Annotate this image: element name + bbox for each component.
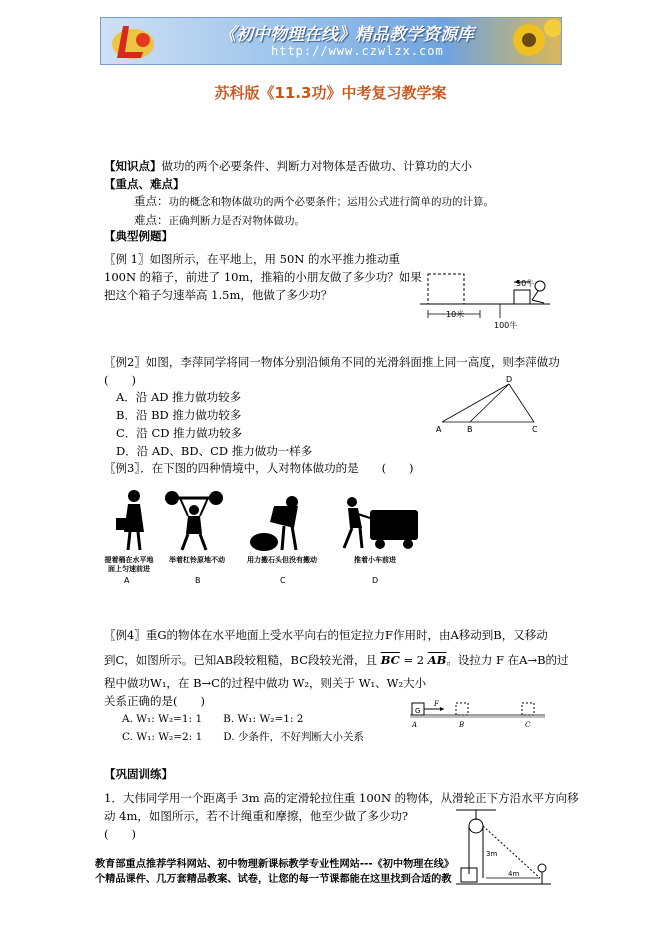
fig4-label-b: B [459, 721, 465, 729]
fig-label-c: C [532, 425, 538, 434]
figure-c-lifting-stone [250, 496, 298, 551]
practice-line: 1．大伟同学用一个距离手 3m 高的定滑轮拉住重 100N 的物体，从滑轮正下方沿水平方向移 [104, 791, 579, 805]
vector-bc: $\overline{BC}$ [380, 653, 400, 667]
knowledge-text: 做功的两个必要条件、判断力对物体是否做功、计算功的大小 [161, 159, 472, 173]
examples-label: 【典型例题】 [104, 229, 173, 243]
difficult-label: 难点： [134, 213, 169, 227]
practice-line: 动 4m，如图所示，若不计绳重和摩擦，他至少做了多少功? [104, 809, 409, 823]
fig4-label-c: C [525, 721, 531, 729]
sunflower-decoration [483, 18, 562, 65]
document-title: 苏科版《11.3功》中考复习教学案 [214, 84, 447, 102]
key-text: 功的概念和物体做功的两个必要条件；运用公式进行简单的功的计算。 [168, 196, 494, 208]
example2-option: A．沿 AD 推力做功较多 [116, 390, 242, 404]
example1-line: 把这个箱子匀速举高 1.5m，他做了多少功？ [104, 288, 333, 302]
banner-title: 《初中物理在线》精品教学资源库 [219, 25, 474, 45]
footer [95, 857, 454, 887]
practice-label: 【巩固训练】 [104, 767, 173, 781]
example2-incline-figure [434, 376, 554, 436]
fig4-label-a: A [412, 721, 418, 729]
example4-text: 到C，如图所示。已知AB段较粗糙，BC段较光滑，且 [104, 653, 378, 667]
practice-line: ( ) [104, 827, 136, 841]
example4-figure [410, 695, 550, 735]
caption-d: 推着小车前进 [354, 556, 396, 564]
difficult-text: 正确判断力是否对物体做功。 [168, 215, 305, 227]
header-banner [100, 17, 562, 65]
example4-line [104, 652, 569, 669]
practice-pulley-figure [456, 806, 556, 896]
example4-line: 程中做功W₁，在 B→C的过程中做功 W₂，则关于 W₁、W₂大小 [104, 676, 427, 690]
example1-figure [420, 270, 560, 332]
figure-a-person-carrying-bucket [116, 490, 144, 550]
example4-options: A. W₁: W₂=1: 1 B. W₁: W₂=1: 2 [122, 713, 304, 725]
example4-line: 〖例4〗重G的物体在水平地面上受水平向右的恒定拉力F作用时，由A移动到B，又移动 [104, 628, 548, 642]
fig-force-label: 50牛 [516, 279, 535, 288]
fig4-label-g: G [415, 707, 421, 715]
example2-option: B．沿 BD 推力做功较多 [116, 408, 242, 422]
example1-line: 100N 的箱子，前进了 10m，推箱的小朋友做了多少功？如果 [104, 270, 422, 284]
caption-b: 举着杠铃原地不动 [169, 556, 225, 564]
fig-label-a: A [436, 425, 442, 434]
fig-height-label: 3m [486, 850, 498, 858]
equals-two: = 2 [403, 653, 425, 667]
fig4-label-f: F [434, 700, 439, 708]
caption-c: 用力搬石头但没有搬动 [247, 556, 317, 564]
caption-a-line: 提着桶在水平地 [104, 556, 154, 564]
fig-distance-label: 10米 [446, 310, 465, 319]
vector-ab: $\overline{AB}$ [427, 653, 447, 667]
example2-option: C．沿 CD 推力做功较多 [116, 426, 243, 440]
example2-option: D．沿 AD、BD、CD 推力做功一样多 [116, 444, 313, 458]
example3-line: 〖例3〗．在下图的四种情境中，人对物体做功的是 ( ) [104, 461, 414, 475]
fig-weight-label: 100牛 [494, 321, 518, 330]
letter-b: B [195, 576, 201, 585]
footer-line: 教育部重点推荐学科网站、初中物理新课标教学专业性网站---《初中物理在线》 [95, 859, 455, 870]
caption-a-line: 面上匀速前进 [108, 565, 150, 573]
key-point-line [134, 193, 494, 211]
example4-options: C. W₁: W₂=2: 1 D. 少条件，不好判断大小关系 [122, 731, 364, 743]
fig-label-b: B [467, 425, 473, 434]
knowledge-section [104, 158, 472, 175]
example4-text: 。设拉力 F 在A→B的过 [446, 653, 569, 667]
key-label: 重点： [134, 194, 169, 208]
figure-b-weightlifter [165, 491, 223, 550]
fig-width-label: 4m [508, 870, 520, 878]
key-points-label: 【重点、难点】 [104, 177, 185, 191]
example1-line: 〖例 1〗如图所示，在平地上，用 50N 的水平推力推动重 [104, 252, 400, 266]
banner-url[interactable]: http://www.czwlzx.com [271, 44, 444, 58]
letter-d: D [372, 576, 379, 585]
example2-line: 〖例2〗如图，李萍同学将同一物体分别沿倾角不同的光滑斜面推上同一高度，则李萍做功 [104, 355, 560, 369]
figure-d-pushing-cart [344, 497, 418, 549]
letter-c: C [280, 576, 286, 585]
example2-line: ( ) [104, 373, 136, 387]
knowledge-label: 【知识点】 [104, 159, 162, 173]
fig-label-d: D [506, 375, 513, 384]
footer-line: 个精品课件、几万套精品教案、试卷，让您的每一节课都能在这里找到合适的教 [95, 874, 452, 885]
letter-a: A [124, 576, 130, 585]
example4-line: 关系正确的是( ) [104, 694, 205, 708]
caption-a [104, 556, 154, 574]
site-logo [109, 18, 169, 64]
